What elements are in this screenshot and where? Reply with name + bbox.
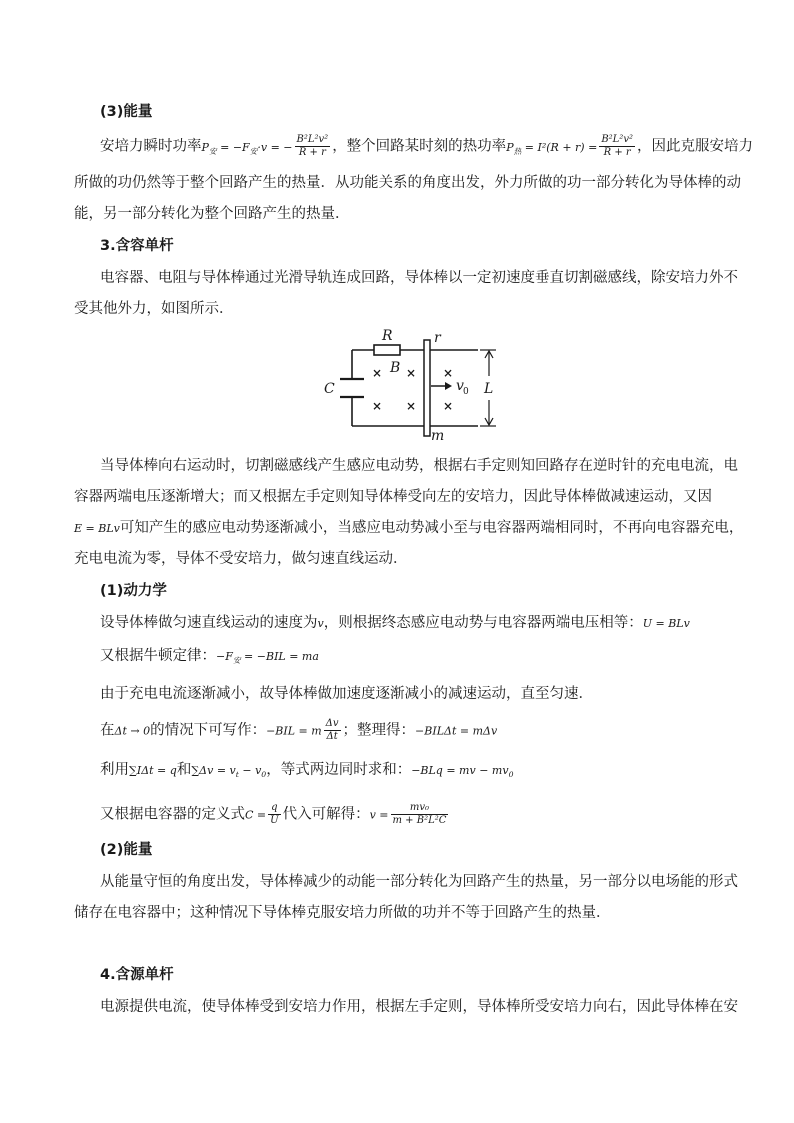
svg-text:×: × bbox=[406, 399, 417, 413]
paragraph-line: 容器两端电压逐渐增大；而又根据左手定则知导体棒受向左的安培力，因此导体棒做减速运动，又因 bbox=[74, 489, 712, 505]
label-v: v bbox=[456, 378, 464, 394]
label-C: C bbox=[324, 381, 335, 397]
paragraph-line: 从能量守恒的角度出发，导体棒减少的动能一部分转化为回路产生的热量，另一部分以电场能的形式 bbox=[100, 874, 738, 890]
paragraph-line: 电源提供电流，使导体棒受到安培力作用，根据左手定则，导体棒所受安培力向右，因此导体棒在安 bbox=[100, 999, 738, 1015]
paragraph-line: 在Δt → 0的情况下可写作：−BIL = m $\frac{\Delta v}{\Delta t}$ ；整理得：−BILΔt = mΔv bbox=[100, 718, 498, 742]
label-r: r bbox=[434, 330, 441, 346]
paragraph-line: 又根据电容器的定义式C = $\frac{q}{U}$ 代入可解得：v = $\frac{\text{mv₀}}{\text{m + B²L²C}}$ bbox=[100, 802, 447, 826]
fraction-heat: $\frac{\text{B²L²v²}}{R + r}$ bbox=[601, 134, 633, 158]
paragraph-line: 由于充电电流逐渐减小，故导体棒做加速度逐渐减小的减速运动，直至匀速． bbox=[100, 686, 593, 702]
heading-dynamics: (1)动力学 bbox=[100, 583, 167, 599]
paragraph-line: 充电电流为零，导体不受安培力，做匀速直线运动． bbox=[74, 551, 408, 567]
formula-heat-power: $P_热 = I^2(R + r)$ = bbox=[506, 140, 598, 156]
fraction-power: $\frac{\text{B²L²v²}}{R + r}$ bbox=[296, 134, 329, 158]
fraction-velocity: $\frac{\text{mv₀}}{\text{m + B²L²C}}$ bbox=[392, 802, 447, 826]
svg-text:×: × bbox=[406, 366, 417, 380]
label-L: L bbox=[484, 381, 494, 397]
conductor-rod bbox=[424, 340, 430, 436]
formula-newton: $-F_安 = -BIL$ = ma bbox=[216, 650, 319, 666]
paragraph-line: 受其他外力，如图所示． bbox=[74, 301, 234, 317]
paragraph-line: 设导体棒做匀速直线运动的速度为v，则根据终态感应电动势与电容器两端电压相等：U = BLv bbox=[100, 615, 690, 631]
heading-section-4: 4.含源单杆 bbox=[100, 967, 174, 983]
paragraph-line: E = BLv可知产生的感应电动势逐渐减小，当感应电动势减小至与电容器两端相同时，不再向电容器充电， bbox=[74, 520, 744, 536]
heading-energy-3: (3)能量 bbox=[100, 104, 153, 120]
svg-text:×: × bbox=[443, 366, 454, 380]
paragraph-line: 利用∑IΔt = q和$\sum\Delta v = v_t - v_0$，等式两边同时求和：−BLq = mv − $mv_0$ bbox=[100, 762, 514, 780]
paragraph-line: 储存在电容器中；这种情况下导体棒克服安培力所做的功并不等于回路产生的热量． bbox=[74, 905, 611, 921]
fraction-dv-dt: $\frac{\Delta v}{\Delta t}$ bbox=[325, 718, 339, 742]
capacitor-circuit-diagram bbox=[300, 326, 520, 446]
svg-text:×: × bbox=[372, 399, 383, 413]
formula-voltage: U = BLv bbox=[642, 617, 690, 630]
fraction-q-u: $\frac{q}{U}$ bbox=[270, 802, 279, 826]
svg-text:×: × bbox=[443, 399, 454, 413]
label-R: R bbox=[382, 328, 393, 344]
label-B: B bbox=[390, 360, 401, 376]
formula-ampere-power: $P_安 = -F_安\cdot v$ = − bbox=[201, 140, 293, 156]
paragraph-line: 所做的功仍然等于整个回路产生的热量．从功能关系的角度出发，外力所做的功一部分转化为导体棒的动 bbox=[74, 175, 741, 191]
paragraph-line: 又根据牛顿定律：$-F_安 = -BIL$ = ma bbox=[100, 648, 319, 666]
heading-section-3: 3.含容单杆 bbox=[100, 238, 174, 254]
heading-energy-2: (2)能量 bbox=[100, 842, 153, 858]
paragraph-line: 电容器、电阻与导体棒通过光滑导轨连成回路，导体棒以一定初速度垂直切割磁感线，除安培力外不 bbox=[100, 270, 738, 286]
paragraph-line: 能，另一部分转化为整个回路产生的热量． bbox=[74, 206, 350, 222]
label-m: m bbox=[431, 428, 445, 444]
svg-text:0: 0 bbox=[463, 387, 469, 397]
paragraph-line: 当导体棒向右运动时，切割磁感线产生感应电动势，根据右手定则知回路存在逆时针的充电电流，电 bbox=[100, 458, 738, 474]
resistor-R bbox=[374, 345, 400, 355]
formula-emf: E = BLv bbox=[74, 522, 120, 535]
paragraph-ampere-power: 安培力瞬时功率$P_安 = -F_安\cdot v$ = − $\frac{\text{B²L²v²}}{R + r}$ ，整个回路某时刻的热功率$P_热 = I^2(R + r)$ = $\frac{\text{B²L²v²}}{R + r}$ ，因此克服安培力 bbox=[100, 134, 753, 158]
svg-text:×: × bbox=[372, 366, 383, 380]
